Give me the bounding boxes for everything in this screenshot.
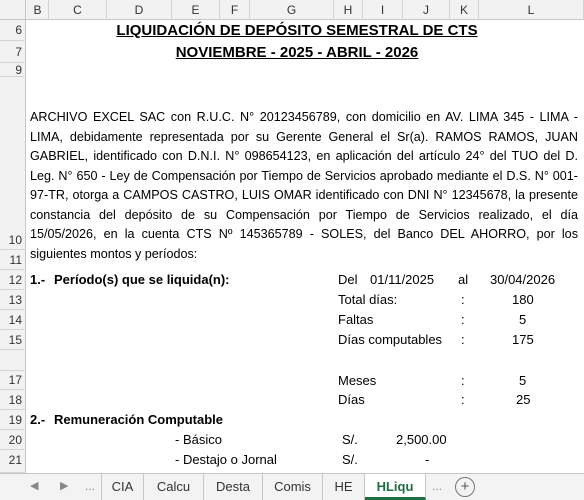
dias-computables-value: 175: [512, 332, 534, 347]
meses-sep: :: [461, 373, 465, 388]
row-header-spacer: [0, 350, 26, 371]
dias-sep: :: [461, 392, 465, 407]
row-header-7[interactable]: 7: [0, 41, 26, 63]
basico-amount: 2,500.00: [396, 432, 447, 447]
meses-value: 5: [519, 373, 527, 388]
column-header-l[interactable]: L: [479, 0, 584, 20]
select-all-corner[interactable]: [0, 0, 26, 20]
worksheet-grid[interactable]: [27, 21, 584, 473]
period-al-label: al: [458, 272, 469, 287]
row-header-20[interactable]: 20: [0, 430, 26, 450]
total-dias-label: Total días:: [338, 292, 398, 307]
column-header-c[interactable]: C: [49, 0, 107, 20]
row-header-17[interactable]: 17: [0, 371, 26, 390]
tab-desta[interactable]: Desta: [204, 474, 263, 500]
period-to-date: 30/04/2026: [490, 272, 556, 287]
basico-currency: S/.: [342, 432, 358, 447]
column-header-e[interactable]: E: [172, 0, 220, 20]
add-sheet-button[interactable]: +: [455, 477, 475, 497]
row-header-13[interactable]: 13: [0, 290, 26, 310]
destajo-label: - Destajo o Jornal: [175, 452, 277, 467]
destajo-currency: S/.: [342, 452, 358, 467]
dias-computables-sep: :: [461, 332, 465, 347]
tab-calcu[interactable]: Calcu: [144, 474, 204, 500]
tab-hliqu[interactable]: HLiqu: [365, 474, 426, 500]
title-line-1: LIQUIDACIÓN DE DEPÓSITO SEMESTRAL DE CTS: [116, 22, 478, 39]
section-1-label: Período(s) que se liquida(n):: [54, 272, 230, 287]
prev-sheet-icon[interactable]: ◀: [30, 480, 39, 492]
dias-label: Días: [338, 392, 365, 407]
column-header-d[interactable]: D: [107, 0, 172, 20]
row-header-12[interactable]: 12: [0, 270, 26, 290]
more-sheets-left[interactable]: ...: [85, 479, 96, 493]
total-dias-value: 180: [512, 292, 534, 307]
title-line-2: NOVIEMBRE - 2025 - ABRIL - 2026: [175, 44, 419, 61]
faltas-label: Faltas: [338, 312, 374, 327]
tab-comis[interactable]: Comis: [263, 474, 323, 500]
column-header-bar: [0, 0, 584, 20]
row-header-11[interactable]: 11: [0, 250, 26, 270]
sheet-tab-bar: [0, 473, 584, 500]
row-header-19[interactable]: 19: [0, 410, 26, 430]
row-header-9[interactable]: 9: [0, 63, 26, 77]
more-sheets-right[interactable]: ...: [432, 479, 443, 493]
period-from-date: 01/11/2025: [370, 272, 435, 287]
column-header-b[interactable]: B: [27, 0, 49, 20]
declaration-paragraph: ARCHIVO EXCEL SAC con R.U.C. N° 20123456789, con domicilio en AV. LIMA 345 - LIMA - LIMA, debidamente representada por su Gerente General el Sr(a). RAMOS RAMOS, JUAN GABRIEL, identificado con D.N.I. N° 098654123, en aplicación del artículo 24° del TUO del D. Leg. N° 650 - Ley de Compensación por Tiempo de Servicios aprobado mediante el D.S. N° 001-97-TR, otorga a CAMPOS CASTRO, LUIS OMAR identificado con DNI N° 12345678, la presente constancia del depósito de su Compensación por Tiempo de Servicios realizado, el día 15/05/2026, en la cuenta CTS Nº 145365789 - SOLES, del Banco DEL AHORRO, por los siguientes montos y períodos:: [30, 110, 578, 261]
row-header-10[interactable]: 10: [0, 77, 26, 250]
row-header-21[interactable]: 21: [0, 450, 26, 473]
period-del-label: Del: [338, 272, 358, 287]
section-2-number: 2.-: [30, 412, 46, 427]
meses-label: Meses: [338, 373, 377, 388]
row-header-6[interactable]: 6: [0, 20, 26, 41]
section-2-label: Remuneración Computable: [54, 412, 224, 427]
basico-label: - Básico: [175, 432, 222, 447]
column-header-h[interactable]: H: [334, 0, 363, 20]
row-header-14[interactable]: 14: [0, 310, 26, 330]
column-header-i[interactable]: I: [363, 0, 403, 20]
column-header-g[interactable]: G: [250, 0, 334, 20]
destajo-amount: -: [425, 452, 430, 467]
section-1-number: 1.-: [30, 272, 46, 287]
column-header-f[interactable]: F: [220, 0, 250, 20]
next-sheet-icon[interactable]: ▶: [60, 480, 69, 492]
row-header-18[interactable]: 18: [0, 390, 26, 410]
column-header-k[interactable]: K: [450, 0, 479, 20]
faltas-sep: :: [461, 312, 465, 327]
column-header-j[interactable]: J: [403, 0, 450, 20]
tab-cia[interactable]: CIA: [101, 474, 144, 500]
row-header-bar: [0, 20, 26, 473]
dias-computables-label: Días computables: [338, 332, 443, 347]
total-dias-sep: :: [461, 292, 465, 307]
dias-value: 25: [516, 392, 531, 407]
faltas-value: 5: [519, 312, 527, 327]
tab-he[interactable]: HE: [323, 474, 365, 500]
row-header-15[interactable]: 15: [0, 330, 26, 350]
